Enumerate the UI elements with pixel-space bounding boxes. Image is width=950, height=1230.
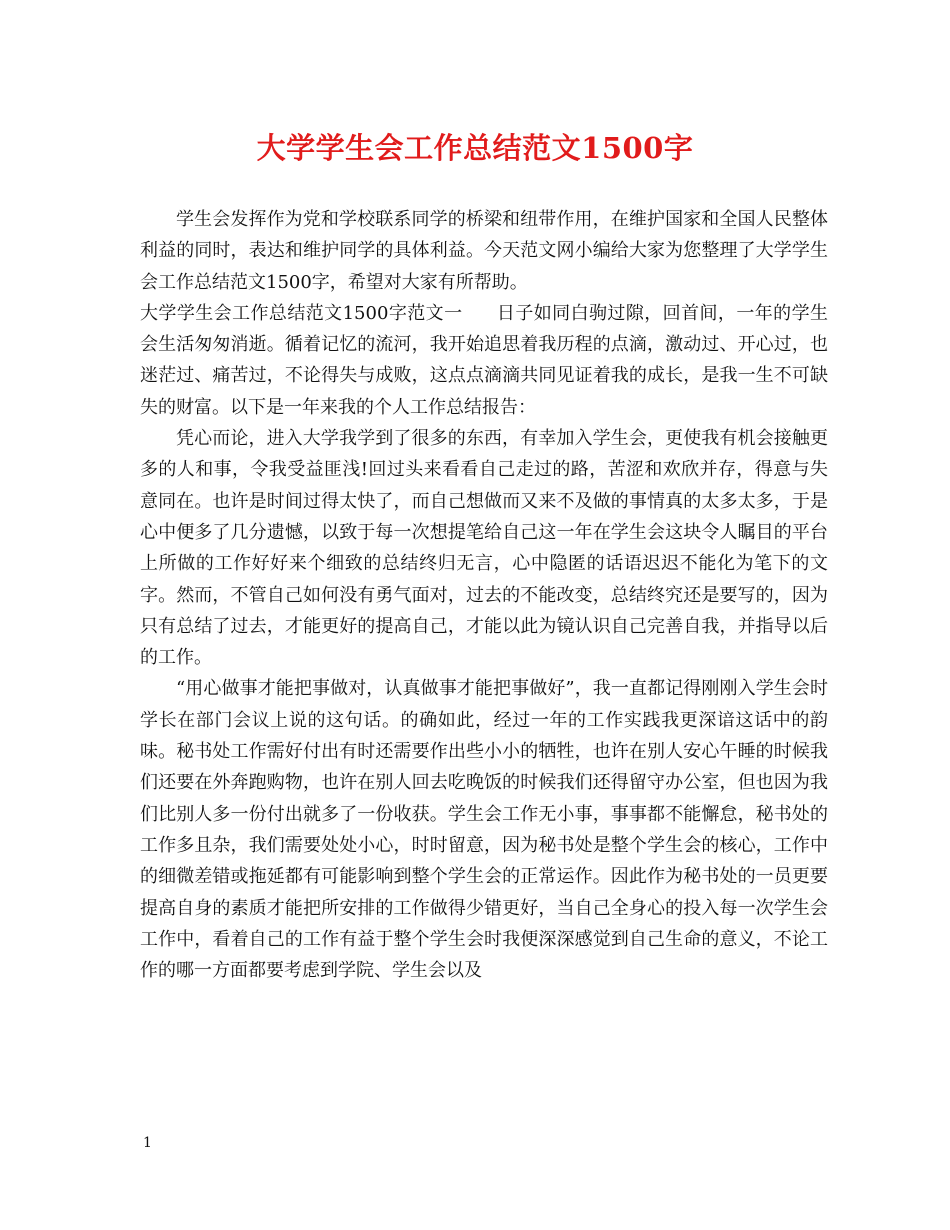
document-title: 大学学生会工作总结范文1500字 bbox=[256, 131, 694, 165]
document-body bbox=[140, 204, 828, 986]
body-paragraph: “用心做事才能把事做对，认真做事才能把事做好”，我一直都记得刚刚入学生会时学长在部门会议上说的这句话。的确如此，经过一年的工作实践我更深谙这话中的韵味。秘书处工作需好付出有时还需要作出些小小的牺牲，也许在别人安心午睡的时候我们还要在外奔跑购物，也许在别人回去吃晚饭的时候我们还得留守办公室，但也因为我们比别人多一份付出就多了一份收获。学生会工作无小事，事事都不能懈怠，秘书处的工作多且杂，我们需要处处小心，时时留意，因为秘书处是整个学生会的核心，工作中的细微差错或拖延都有可能影响到整个学生会的正常运作。因此作为秘书处的一员更要提高自身的素质才能把所安排的工作做得少错更好，当自己全身心的投入每一次学生会工作中，看着自己的工作有益于整个学生会时我便深深感觉到自己生命的意义，不论工作的哪一方面都要考虑到学院、学生会以及 bbox=[140, 678, 828, 982]
intro-paragraph: 学生会发挥作为党和学校联系同学的桥梁和纽带作用，在维护国家和全国人民整体利益的同时，表达和维护同学的具体利益。今天范文网小编给大家为您整理了大学学生会工作总结范文1500字，希望对大家有所帮助。 bbox=[140, 209, 828, 293]
section-one-heading: 大学学生会工作总结范文1500字范文一 bbox=[140, 302, 463, 324]
section-one-paragraph bbox=[140, 298, 828, 423]
body-paragraph: 凭心而论，进入大学我学到了很多的东西，有幸加入学生会，更使我有机会接触更多的人和事，令我受益匪浅!回过头来看看自己走过的路，苦涩和欢欣并存，得意与失意同在。也许是时间过得太快了，而自己想做而又来不及做的事情真的太多太多，于是心中便多了几分遗憾，以致于每一次想提笔给自己这一年在学生会这块令人瞩目的平台上所做的工作好好来个细致的总结终归无言，心中隐匿的话语迟迟不能化为笔下的文字。然而，不管自己如何没有勇气面对，过去的不能改变，总结终究还是要写的，因为只有总结了过去，才能更好的提高自己，才能以此为镜认识自己完善自我，并指导以后的工作。 bbox=[140, 428, 828, 669]
page-number: 1 bbox=[143, 1135, 152, 1151]
section-one-text: 日子如同白驹过隙，回首间，一年的学生会生活匆匆消逝。循着记忆的流河，我开始追思着我历程的点滴，激动过、开心过，也迷茫过、痛苦过，不论得失与成败，这点点滴滴共同见证着我的成长，是我一生不可缺失的财富。以下是一年来我的个人工作总结报告： bbox=[140, 302, 828, 418]
